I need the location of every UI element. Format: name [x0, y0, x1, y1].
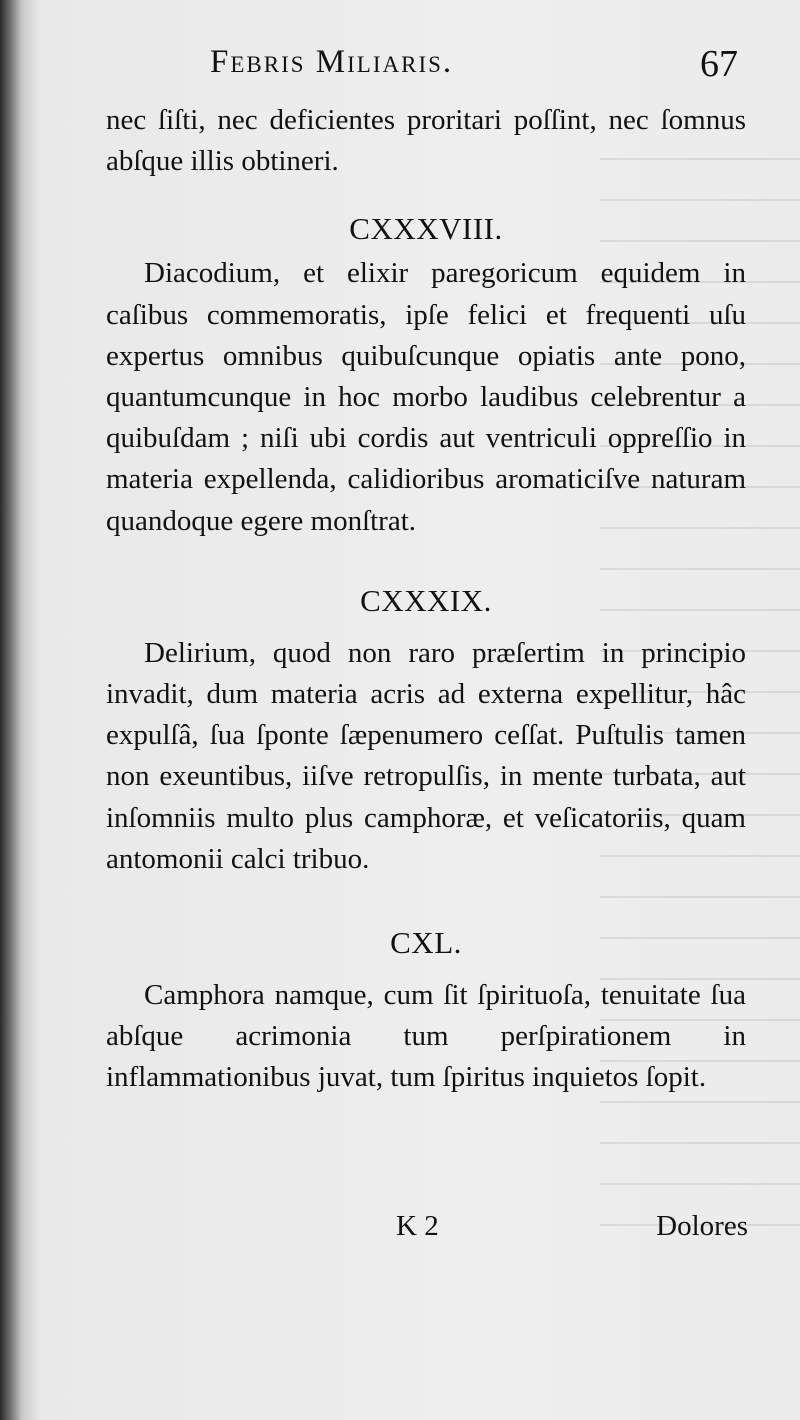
section-number: CXXXIX.	[360, 582, 492, 618]
page-header	[110, 40, 750, 100]
catchword: Dolores	[656, 1210, 748, 1242]
section-paragraph: Diacodium, et elixir paregoricum equidem in caſibus commemoratis, ipſe felici et frequenti uſu expertus omnibus quibuſcunque opiatis ante pono, quantumcunque in hoc morbo laudibus celebrentur a quibuſdam ; niſi ubi cordis aut ventriculi oppreſſio in materia expellenda, calidioribus aromaticiſve naturam quandoque egere monſtrat.	[106, 257, 746, 537]
opening-paragraph: nec ſiſti, nec deficientes proritari poſſint, nec ſomnus abſque illis obtineri.	[106, 104, 746, 178]
page-number: 67	[700, 43, 738, 85]
running-title: Febris Miliaris.	[210, 44, 454, 80]
body-text	[106, 100, 746, 1099]
section-paragraph: Camphora namque, cum ſit ſpirituoſa, tenuitate ſua abſque acrimonia tum perſpirationem in inflammationibus juvat, tum ſpiritus inquietos ſopit.	[106, 979, 746, 1094]
page-footer	[106, 1206, 748, 1251]
section-paragraph: Delirium, quod non raro præſertim in principio invadit, dum materia acris ad externa expellitur, hâc expulſâ, ſua ſponte ſæpenumero ceſſat. Puſtulis tamen non exeuntibus, iiſve retropulſis, in mente turbata, aut inſomniis multo plus camphoræ, et veſicatoriis, quam antomonii calci tribuo.	[106, 636, 746, 875]
signature-mark: K 2	[396, 1210, 439, 1242]
section-number: CXL.	[390, 925, 462, 961]
section-number: CXXXVIII.	[349, 211, 503, 247]
